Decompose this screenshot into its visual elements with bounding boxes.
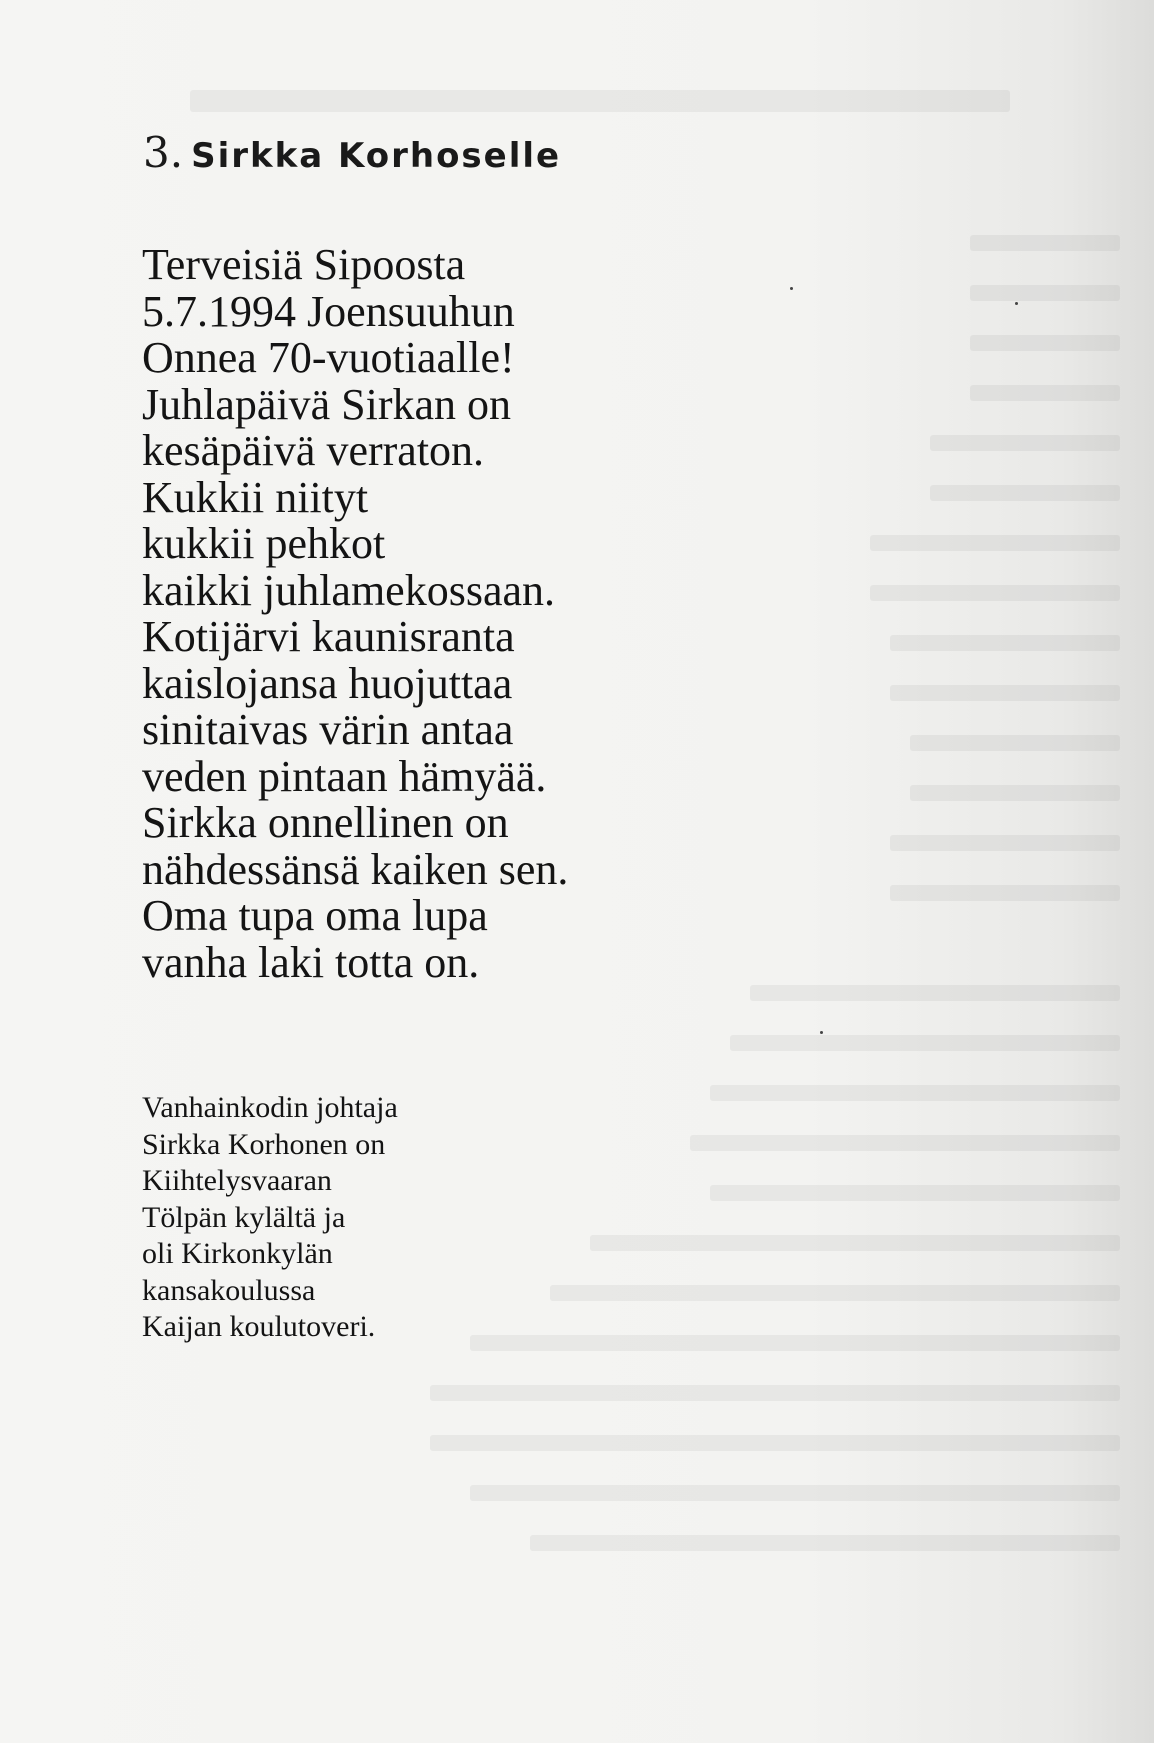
poem-line: Sirkka onnellinen on [142, 798, 509, 847]
author-note [142, 1090, 742, 1346]
poem-title: Sirkka Korhoselle [191, 136, 562, 176]
poem-line: nähdessänsä kaiken sen. [142, 844, 569, 894]
poem-line: Oma tupa oma lupa [142, 891, 488, 940]
poem-line: Kotijärvi kaunisranta [142, 612, 515, 661]
note-line: Sirkka Korhonen on [142, 1127, 386, 1161]
poem-line: 5.7.1994 Joensuuhun [142, 286, 515, 336]
poem-line: Onnea 70-vuotiaalle! [142, 333, 515, 382]
note-line: Tölpän kylältä ja [142, 1200, 346, 1234]
print-speck [1015, 302, 1018, 305]
print-speck [790, 287, 793, 290]
poem-line: Kukkii niityt [142, 472, 369, 522]
poem-line: veden pintaan hämyää. [142, 751, 547, 801]
poem-line: kaikki juhlamekossaan. [142, 565, 556, 615]
poem-line: Terveisiä Sipoosta [142, 240, 466, 289]
poem-heading [143, 128, 561, 177]
note-line: Kaijan koulutoveri. [142, 1310, 376, 1343]
note-line: oli Kirkonkylän [142, 1237, 333, 1270]
poem-number: 3. [143, 128, 184, 177]
poem-line: sinitaivas värin antaa [142, 705, 514, 754]
poem-line: kukkii pehkot [142, 519, 386, 568]
poem-body [142, 242, 862, 986]
print-speck [820, 1031, 823, 1034]
note-line: Kiihtelysvaaran [142, 1164, 332, 1197]
note-line: kansakoulussa [142, 1273, 316, 1307]
note-line: Vanhainkodin johtaja [142, 1091, 398, 1124]
poem-line: Juhlapäivä Sirkan on [142, 379, 512, 429]
poem-line: kaislojansa huojuttaa [142, 658, 513, 708]
poem-line: vanha laki totta on. [142, 937, 480, 987]
poem-line: kesäpäivä verraton. [142, 426, 485, 475]
